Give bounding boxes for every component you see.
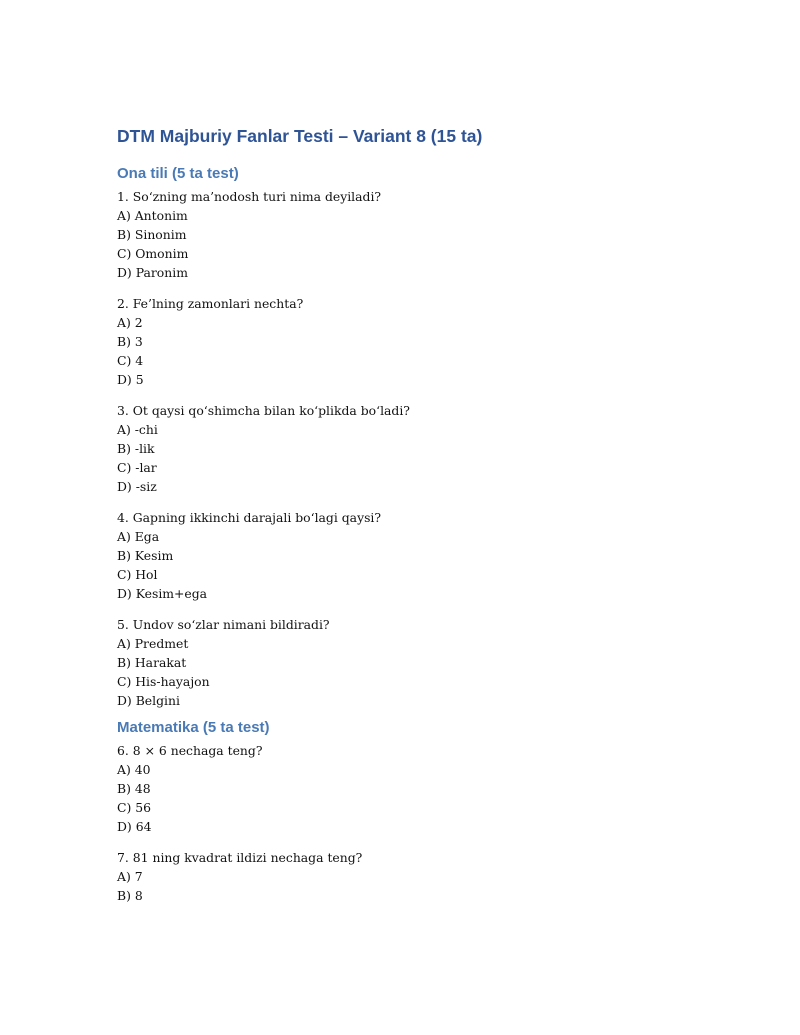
question-text: 1. So‘zning ma’nodosh turi nima deyiladi? (117, 189, 382, 204)
question-6 (117, 741, 717, 836)
answer-option: B) Sinonim (117, 227, 187, 242)
question-4 (117, 508, 717, 603)
answer-option: D) 64 (117, 819, 152, 834)
answer-option: A) 7 (117, 869, 143, 884)
answer-option: B) Kesim (117, 548, 174, 563)
question-text: 2. Fe’lning zamonlari nechta? (117, 296, 304, 311)
question-text: 4. Gapning ikkinchi darajali bo‘lagi qaysi? (117, 510, 382, 525)
question-text: 6. 8 × 6 nechaga teng? (117, 743, 263, 758)
question-2 (117, 294, 717, 389)
section-matematika (117, 716, 717, 905)
question-7 (117, 848, 717, 905)
answer-option: A) Predmet (117, 636, 189, 651)
answer-option: A) Ega (117, 529, 160, 544)
section-heading: Ona tili (5 ta test) (117, 165, 239, 182)
answer-option: D) Belgini (117, 693, 180, 708)
answer-option: B) 3 (117, 334, 143, 349)
question-text: 5. Undov so‘zlar nimani bildiradi? (117, 617, 330, 632)
answer-option: D) -siz (117, 479, 157, 494)
answer-option: C) 4 (117, 353, 144, 368)
answer-option: A) 2 (117, 315, 143, 330)
answer-option: A) -chi (117, 422, 158, 437)
question-5 (117, 615, 717, 710)
answer-option: B) 48 (117, 781, 151, 796)
section-heading: Matematika (5 ta test) (117, 719, 270, 736)
answer-option: B) 8 (117, 888, 143, 903)
answer-option: D) 5 (117, 372, 144, 387)
answer-option: C) 56 (117, 800, 152, 815)
question-1 (117, 187, 717, 282)
question-text: 7. 81 ning kvadrat ildizi nechaga teng? (117, 850, 363, 865)
answer-option: D) Paronim (117, 265, 188, 280)
document-content (117, 124, 717, 917)
answer-option: A) Antonim (117, 208, 188, 223)
answer-option: C) His-hayajon (117, 674, 210, 689)
answer-option: D) Kesim+ega (117, 586, 208, 601)
answer-option: C) -lar (117, 460, 157, 475)
question-text: 3. Ot qaysi qo‘shimcha bilan ko‘plikda bo‘ladi? (117, 403, 410, 418)
answer-option: C) Hol (117, 567, 158, 582)
section-ona-tili (117, 162, 717, 710)
document-title: DTM Majburiy Fanlar Testi – Variant 8 (15 ta) (117, 126, 483, 146)
question-3 (117, 401, 717, 496)
answer-option: A) 40 (117, 762, 151, 777)
answer-option: C) Omonim (117, 246, 189, 261)
answer-option: B) -lik (117, 441, 155, 456)
answer-option: B) Harakat (117, 655, 187, 670)
